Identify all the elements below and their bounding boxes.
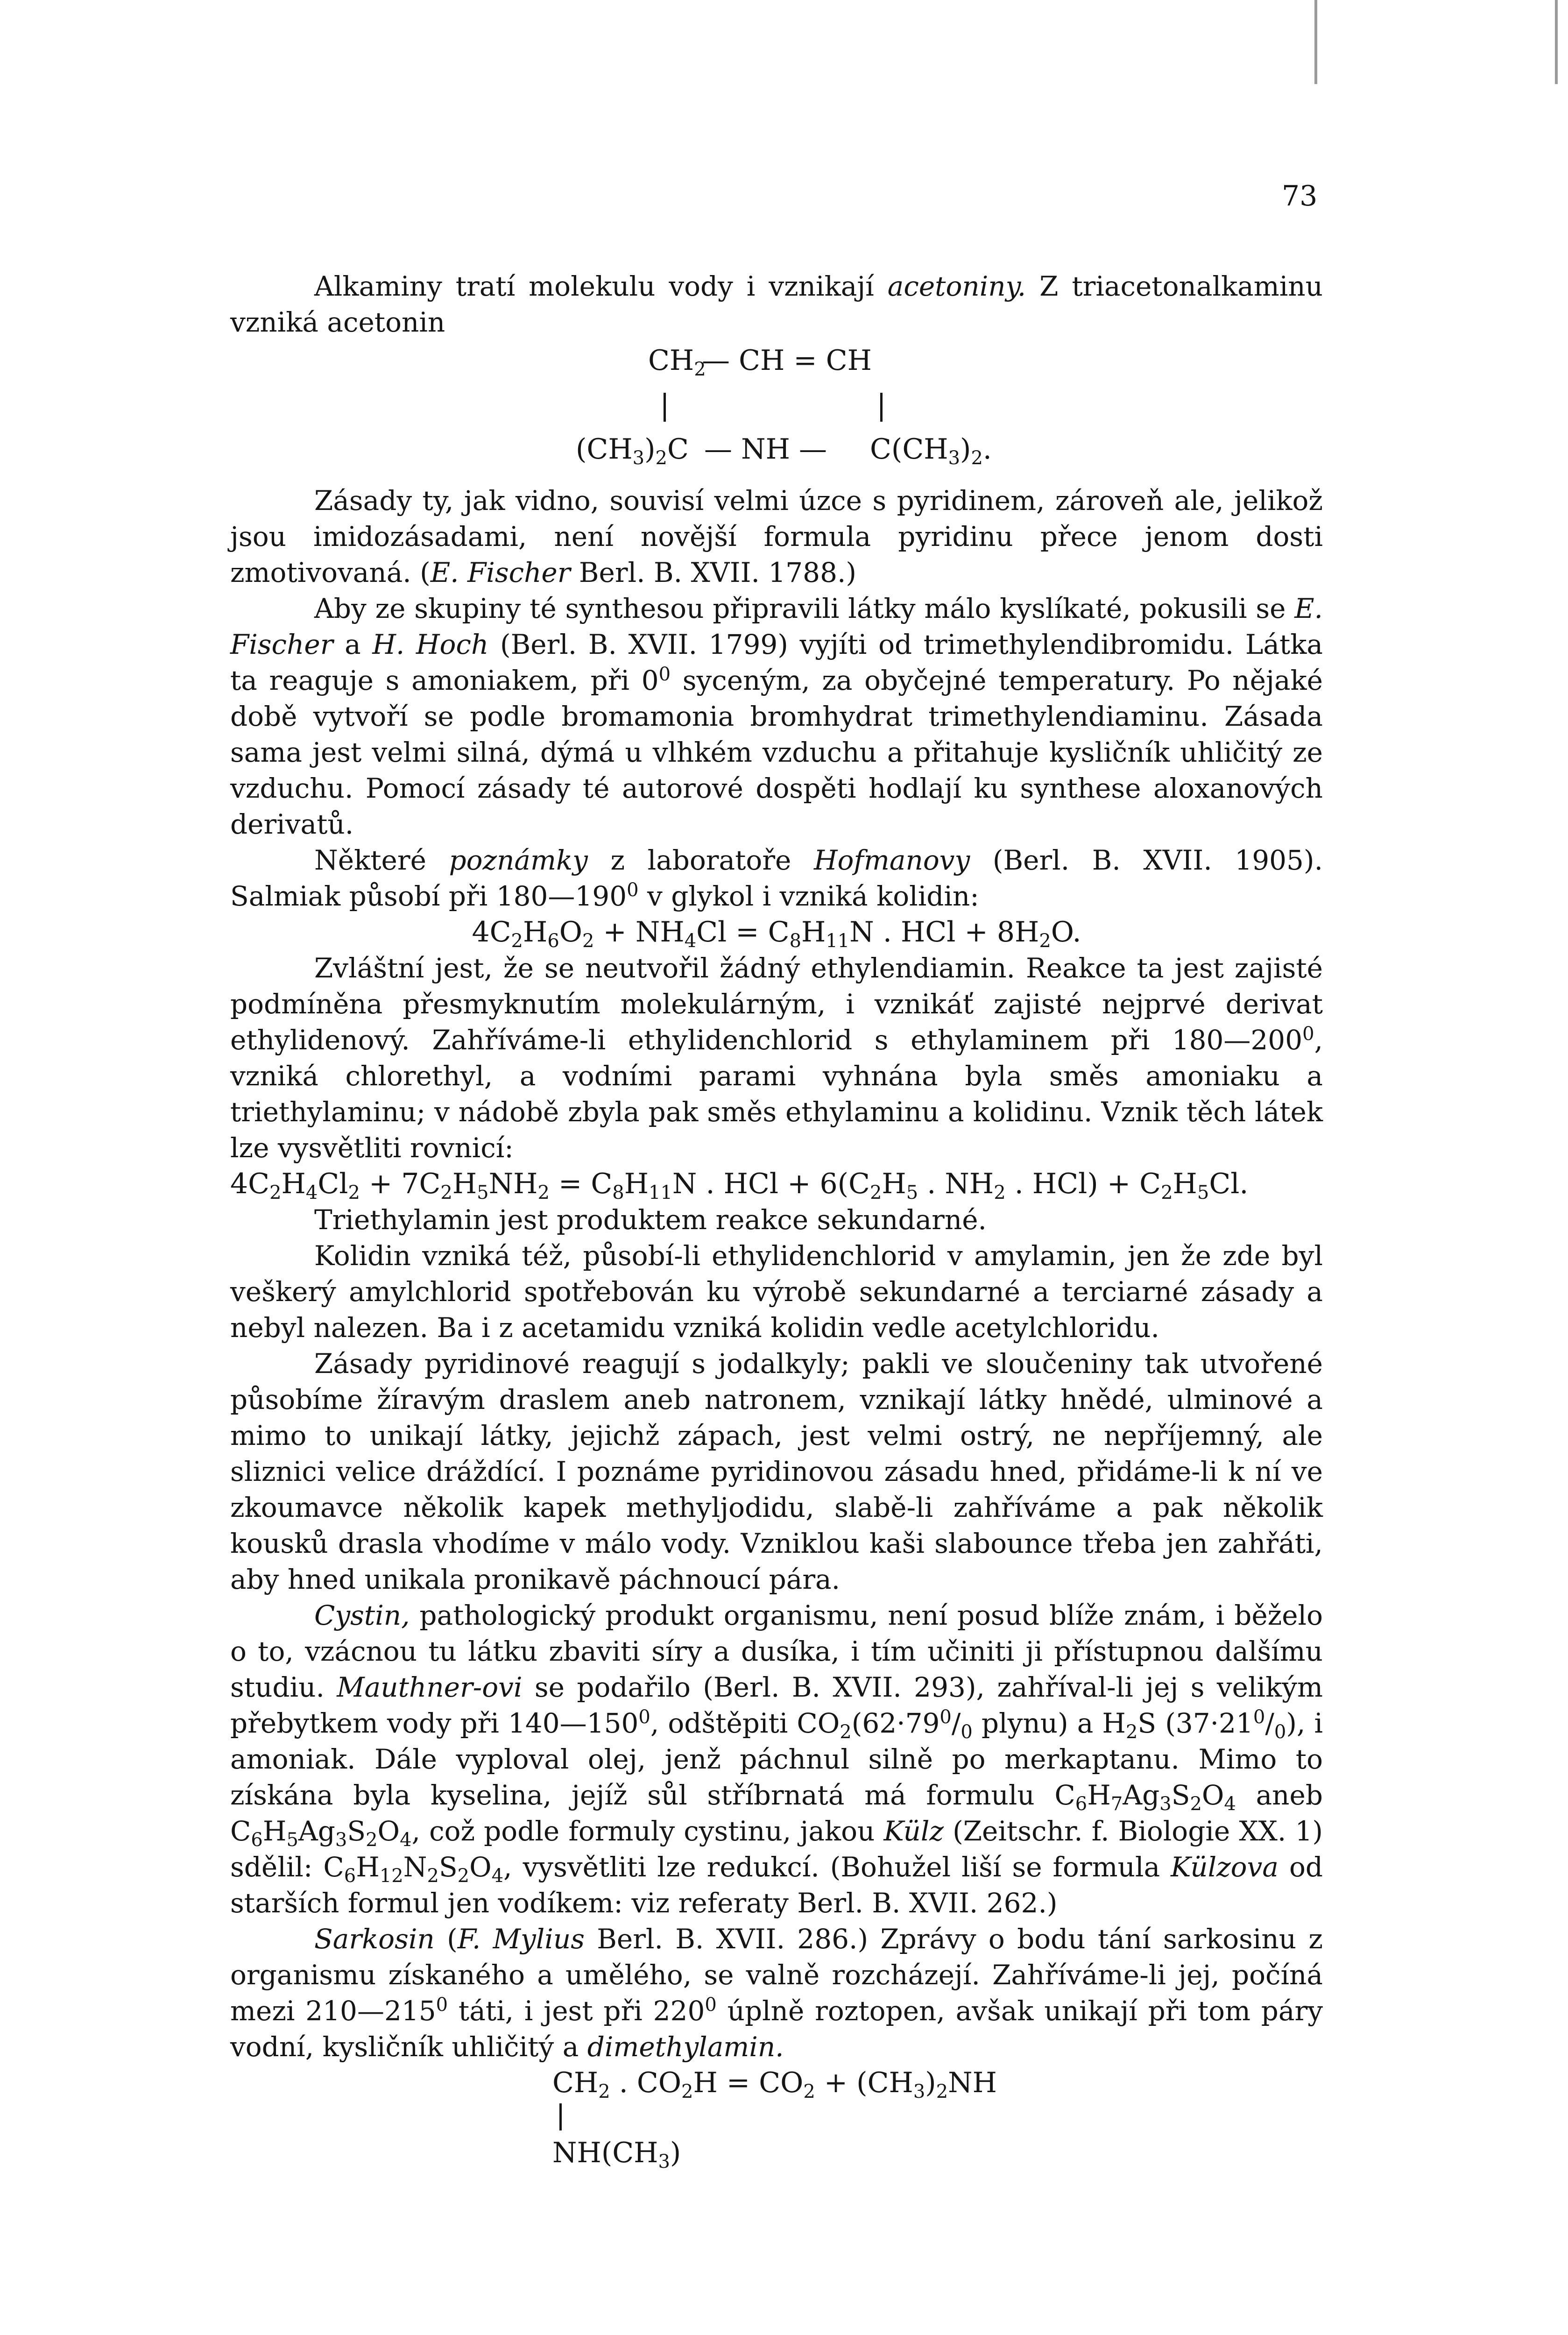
structure-top-left: $CH_2$ [648, 344, 706, 380]
paragraph: Cystin, pathologický produkt organismu, není posud blíže znám, i běželo o to, vzácnou tu látku zbaviti síry a dusíka, i tím učiniti ji přístupnou dalšímu studiu. Mauthner-ovi se podařilo (Berl. B. XVII. 293), zahříval-li jej s velikým přebytkem vody při $140—150^0$, odštěpiti $CO_2(62\cdot 79^0/_0$ plynu) a $H_2S$ $(37\cdot 21^0/_0)$, i amoniak. Dále vyploval olej, jenž páchnul silně po merkaptanu. Mimo to získána byla kyselina, jejíž sůl stříbrnatá má formulu $C_6H_7Ag_3S_2O_4$ aneb $C_6H_5Ag_3S_2O_4$, což podle formuly cystinu, jakou Külz (Zeitschr. f. Biologie XX. 1) sdělil: $C_6H_{12}N_2S_2O_4$, vysvětliti lze redukcí. (Bohužel liší se formula Külzova od starších formul jen vodíkem: viz referaty Berl. B. XVII. 262.) [230, 1599, 1323, 1919]
sarkosin-equation [230, 2065, 1323, 2172]
paragraph: Alkaminy tratí molekulu vody i vznikají acetoniny. Z triacetonalkaminu vzniká acetonin [230, 270, 1323, 338]
sarkosin-equation-bottom: $NH(CH_3)$ [552, 2137, 681, 2172]
paragraph: Sarkosin (F. Mylius Berl. B. XVII. 286.) Zprávy o bodu tání sarkosinu z organismu získaného a umělého, se valně rozcházejí. Zahříváme-li jej, počíná mezi $210—215^0$ táti, i jest při $220^0$ úplně roztopen, avšak unikají při tom páry vodní, kysličník uhličitý a dimethylamin. [230, 1923, 1323, 2063]
sarkosin-equation-top: $CH_2$ . $CO_2H = CO_2 + (CH_3)_2NH$ [552, 2066, 997, 2102]
paragraph: Triethylamin jest produktem reakce sekundarné. [314, 1204, 987, 1236]
ethylamine-equation: $4C_2H_4Cl_2 + 7C_2H_5NH_2 = C_8H_{11}N$ . HCl + $6(C_2H_5$ . $NH_2$ . $HCl) + C_2H_5Cl$. [230, 1168, 1249, 1203]
scan-edge-mark [1555, 0, 1558, 84]
body-text [230, 269, 1323, 2172]
paragraph: Kolidin vzniká též, působí-li ethylidenchlorid v amylamin, jen že zde byl veškerý amylchlorid spotřebován ku výrobě sekundarné a terciarné zásady a nebyl nalezen. Ba i z acetamidu vzniká kolidin vedle acetylchloridu. [230, 1240, 1323, 1344]
structure-bottom-right: $C(CH_3)_2$. [870, 433, 992, 469]
paragraph: Zvláštní jest, že se neutvořil žádný ethylendiamin. Reakce ta jest zajisté podmíněna přesmyknutím molekulárným, i vznikáť zajisté nejprvé derivat ethylidenový. Zahříváme-li ethylidenchlorid s ethylaminem při $180—200^0$, vzniká chlorethyl, a vodními parami vyhnána byla směs amoniaku a triethylaminu; v nádobě zbyla pak směs ethylaminu a kolidinu. Vznik těch látek lze vysvětliti rovnicí: [230, 952, 1323, 1164]
paragraph: Aby ze skupiny té synthesou připravili látky málo kyslíkaté, pokusili se E. Fischer a H. Hoch (Berl. B. XVII. 1799) vyjíti od trimethylendibromidu. Látka ta reaguje s amoniakem, při $0^0$ syceným, za obyčejné temperatury. Po nějaké době vytvoří se podle bromamonia bromhydrat trimethylendiaminu. Zásada sama jest velmi silná, dýmá u vlhkém vzduchu a přitahuje kysličník uhličitý ze vzduchu. Pomocí zásady té autorové dospěti hodlají ku synthese aloxanových derivatů. [230, 593, 1323, 840]
paragraph: Zásady pyridinové reagují s jodalkyly; pakli ve sloučeniny tak utvořené působíme žíravým draslem aneb natronem, vznikají látky hnědé, ulminové a mimo to unikají látky, jejichž zápach, jest velmi ostrý, ne nepříjemný, ale sliznici velice dráždící. I poznáme pyridinovou zásadu hned, přidáme-li k ní ve zkoumavce několik kapek methyljodidu, slabě-li zahříváme a pak několik kousků drasla vhodíme v málo vody. Vzniklou kaši slabounce třeba jen zahřáti, aby hned unikala pronikavě páchnoucí pára. [230, 1348, 1323, 1595]
paragraph: Některé poznámky z laboratoře Hofmanovy (Berl. B. XVII. 1905). Salmiak působí při $180—190^0$ v glykol i vzniká kolidin: [230, 844, 1323, 912]
vertical-bond-left [664, 393, 666, 422]
acetonin-structure [230, 340, 1323, 483]
page-number: 73 [1282, 180, 1318, 212]
structure-bottom-nh: — NH — [704, 433, 827, 466]
scan-edge-mark [1314, 0, 1317, 84]
paragraph: Zásady ty, jak vidno, souvisí velmi úzce s pyridinem, zároveň ale, jelikož jsou imidozásadami, není novější formula pyridinu přece jenom dosti zmotivovaná. (E. Fischer Berl. B. XVII. 1788.) [230, 485, 1323, 588]
structure-top-chain: — CH = CH [702, 344, 872, 377]
vertical-bond [559, 2103, 562, 2130]
vertical-bond-right [880, 393, 883, 422]
structure-bottom-left: $(CH_3)_2C$ [576, 433, 689, 469]
kolidin-equation: $4C_2H_6O_2 + NH_4Cl = C_8H_{11}N$ . HCl + $8H_2O$. [472, 916, 1081, 952]
